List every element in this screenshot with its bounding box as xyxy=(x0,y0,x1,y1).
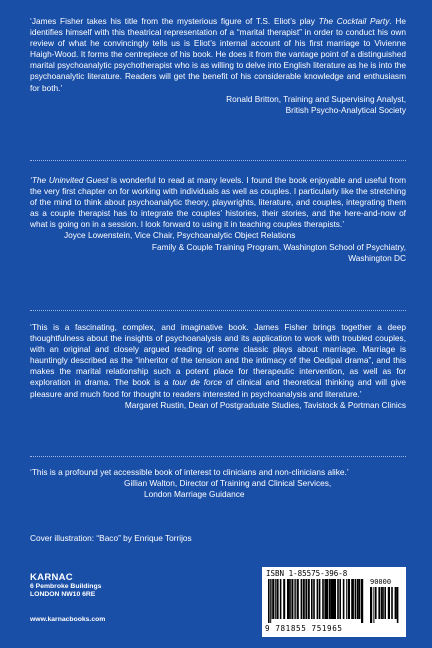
barcode-bar xyxy=(289,579,291,619)
barcode-bar xyxy=(297,579,299,619)
barcode-bar xyxy=(308,579,310,619)
barcode-bar xyxy=(351,579,353,619)
barcode-bar xyxy=(295,579,296,619)
barcode-bar xyxy=(353,579,354,619)
barcode-bar xyxy=(291,579,293,619)
divider xyxy=(30,310,406,311)
barcode-bar xyxy=(327,579,328,619)
barcode-bar xyxy=(305,579,307,619)
barcode-bar xyxy=(383,587,384,619)
barcode-bar xyxy=(357,579,359,619)
ean-digits: 9 781855 751965 xyxy=(265,624,343,633)
publisher-address: 6 Pembroke Buildings xyxy=(30,583,102,590)
barcode-bar xyxy=(348,579,350,619)
barcode-bar xyxy=(397,587,399,623)
barcode-bar xyxy=(331,579,333,619)
barcode-bar xyxy=(375,587,377,619)
publisher-website: www.karnacbooks.com xyxy=(30,616,106,623)
barcode-bar xyxy=(268,579,270,623)
barcode-bar xyxy=(311,579,313,619)
barcode-bar xyxy=(359,579,361,619)
barcode-bar xyxy=(325,579,327,619)
publisher-address: LONDON NW10 6RE xyxy=(30,591,96,599)
barcode-bar xyxy=(378,587,380,619)
barcode-bar xyxy=(284,579,286,619)
quote-attribution: British Psycho-Analytical Society xyxy=(285,104,406,115)
barcode-bar xyxy=(337,579,339,619)
book-title-italic: ‘The Uninvited Guest xyxy=(30,175,109,185)
barcode-bar xyxy=(329,579,331,619)
barcode-bar xyxy=(317,579,319,619)
divider xyxy=(30,160,406,161)
ean-barcode-bars xyxy=(268,579,364,623)
barcode-bar xyxy=(303,579,305,619)
publisher-block xyxy=(30,572,101,599)
quote-attribution: Gillian Walton, Director of Training and Clinical Services, xyxy=(124,478,332,489)
publisher-name: KARNAC xyxy=(30,572,73,583)
barcode-bar xyxy=(339,579,341,619)
cover-illustration-credit: Cover illustration: “Baco” by Enrique Torrijos xyxy=(30,533,192,543)
quote-text: ‘This is a profound yet accessible book of interest to clinicians and non-clinicians alike.’ xyxy=(30,467,349,477)
review-quote-britton xyxy=(30,16,406,116)
quote-attribution: Margaret Rustin, Dean of Postgraduate Studies, Tavistock & Portman Clinics xyxy=(124,399,406,410)
isbn-text: ISBN 1-85575-396-8 xyxy=(266,569,348,578)
barcode-bar xyxy=(313,579,315,619)
barcode-bar xyxy=(280,579,282,619)
barcode-bar xyxy=(355,579,356,619)
barcode-bar xyxy=(294,579,295,619)
barcode-bar xyxy=(322,579,324,619)
review-quote-walton xyxy=(30,467,406,500)
barcode-bar xyxy=(287,579,289,619)
barcode-bar xyxy=(361,579,363,623)
barcode-bar xyxy=(373,587,374,623)
quote-text: ‘This is a fascinating, complex, and imaginative book. James Fisher brings together a deep thoughtfulness about the insights of psychoanalysis and its application to work with troubled couples, with an original and closely argued reading of some classic plays about marriage. Marriage is hauntingly described as the “inheritor of the tension and the intimacy of the Oedipal drama”, and this makes the marital relationship such a potent place for therapeutic intervention, as well as for exploration in drama. The book is a tour de force of clinical and theoretical thinking and will give pleasure and much food for thought to readers interested in psychoanalysis and literature.’ xyxy=(30,322,406,399)
barcode-bar xyxy=(388,587,390,619)
barcode-bar xyxy=(370,587,372,623)
review-quote-rustin xyxy=(30,322,406,411)
barcode-bar xyxy=(275,579,276,619)
addon-digits: 90000 xyxy=(370,578,392,586)
barcode-bar xyxy=(334,579,336,619)
quote-text: ‘The Uninvited Guest is wonderful to read at many levels. I found the book enjoyable and useful from the very first chapter on for working with individuals as well as couples. I particularly like the stretching of the mind to think about psychoanalytic theory, playwrights, literature, and couples, integrating them as a couple therapist has to integrate the couples’ histories, their stories, and the here-and-now of what is going on in a session. I look forward to using it in teaching couples therapists.’ xyxy=(30,175,406,230)
barcode-bar xyxy=(384,587,386,619)
barcode-bar xyxy=(343,579,345,619)
quote-attribution: Family & Couple Training Program, Washington School of Psychiatry, xyxy=(151,241,406,252)
italic-phrase: tour de force xyxy=(172,377,223,388)
review-quote-lowenstein xyxy=(30,175,406,264)
quote-attribution: London Marriage Guidance xyxy=(144,489,245,500)
barcode-bar xyxy=(319,579,321,619)
quote-attribution: Washington DC xyxy=(348,252,406,263)
book-title-italic: The Cocktail Party xyxy=(318,16,390,26)
barcode-bar xyxy=(273,579,275,619)
barcode-bar xyxy=(301,579,303,619)
barcode-bar xyxy=(276,579,278,619)
barcode-bar xyxy=(395,587,397,619)
quote-attribution: Ronald Britton, Training and Supervising Analyst, xyxy=(226,93,406,104)
divider xyxy=(30,456,406,457)
isbn-barcode xyxy=(262,567,406,637)
barcode-bar xyxy=(271,579,272,619)
barcode-bar xyxy=(391,587,393,619)
barcode-bar xyxy=(346,579,347,619)
barcode-bar xyxy=(381,587,383,619)
quote-attribution: Joyce Lowenstein, Vice Chair, Psychoanalytic Object Relations xyxy=(64,230,296,241)
quote-text: ‘James Fisher takes his title from the mysterious figure of T.S. Eliot’s play The Cocktail Party. He identifies himself with this theatrical representation of a “marital therapist” in order to conduct his own review of what he convincingly tells us is Eliot’s internal account of his first marriage to Vivienne Haigh-Wood. It forms the centrepiece of his book. He does it from the vantage point of a distinguished marital psychoanalytic psychotherapist who is as willing to delve into English literature as he is into the psychoanalytic literature. Readers will get the benefit of his considerable knowledge and enthusiasm for both.’ xyxy=(30,16,407,93)
